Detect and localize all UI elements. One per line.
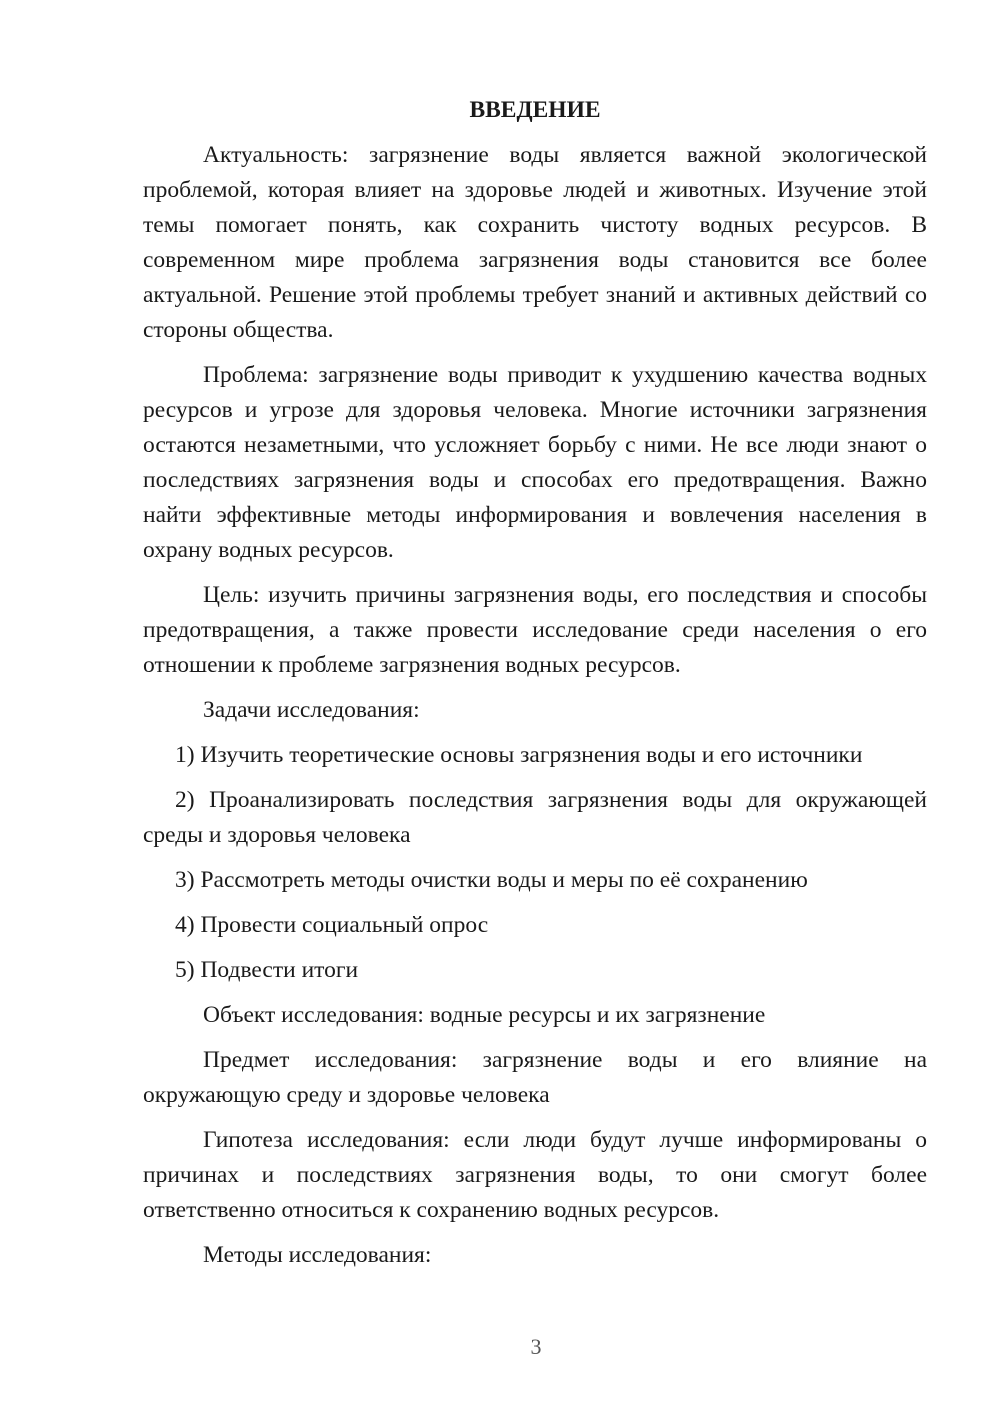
list-item: 4) Провести социальный опрос — [175, 912, 489, 938]
subject-paragraph: Предмет исследования: загрязнение воды и его влияние на окружающую среду и здоровье человека — [143, 1047, 927, 1108]
tasks-list — [143, 738, 927, 988]
methods-heading: Методы исследования: — [203, 1242, 432, 1268]
list-item: 1) Изучить теоретические основы загрязнения воды и его источники — [175, 742, 863, 768]
hypothesis-paragraph: Гипотеза исследования: если люди будут лучше информированы о причинах и последствиях загрязнения воды, то они смогут более ответственно относиться к сохранению водных ресурсов. — [143, 1127, 927, 1223]
problem-paragraph: Проблема: загрязнение воды приводит к ухудшению качества водных ресурсов и угрозе для здоровья человека. Многие источники загрязнения остаются незаметными, что усложняет борьбу с ними. Не все люди знают о последствиях загрязнения воды и способах его предотвращения. Важно найти эффективные методы информирования и вовлечения населения в охрану водных ресурсов. — [143, 362, 927, 563]
relevance-paragraph: Актуальность: загрязнение воды является важной экологической проблемой, которая влияет на здоровье людей и животных. Изучение этой темы помогает понять, как сохранить чистоту водных ресурсов. В современном мире проблема загрязнения воды становится все более актуальной. Решение этой проблемы требует знаний и активных действий со стороны общества. — [143, 142, 927, 343]
object-paragraph: Объект исследования: водные ресурсы и их загрязнение — [203, 1002, 766, 1028]
list-item: 2) Проанализировать последствия загрязнения воды для окружающей среды и здоровья человека — [143, 787, 927, 848]
tasks-heading: Задачи исследования: — [203, 697, 420, 723]
list-item: 3) Рассмотреть методы очистки воды и меры по её сохранению — [175, 867, 808, 893]
goal-paragraph: Цель: изучить причины загрязнения воды, его последствия и способы предотвращения, а также провести исследование среди населения о его отношении к проблеме загрязнения водных ресурсов. — [143, 582, 927, 678]
page-title: ВВЕДЕНИЕ — [469, 97, 601, 123]
list-item: 5) Подвести итоги — [175, 957, 359, 983]
document-page — [143, 92, 927, 1283]
page-number: 3 — [530, 1334, 542, 1359]
